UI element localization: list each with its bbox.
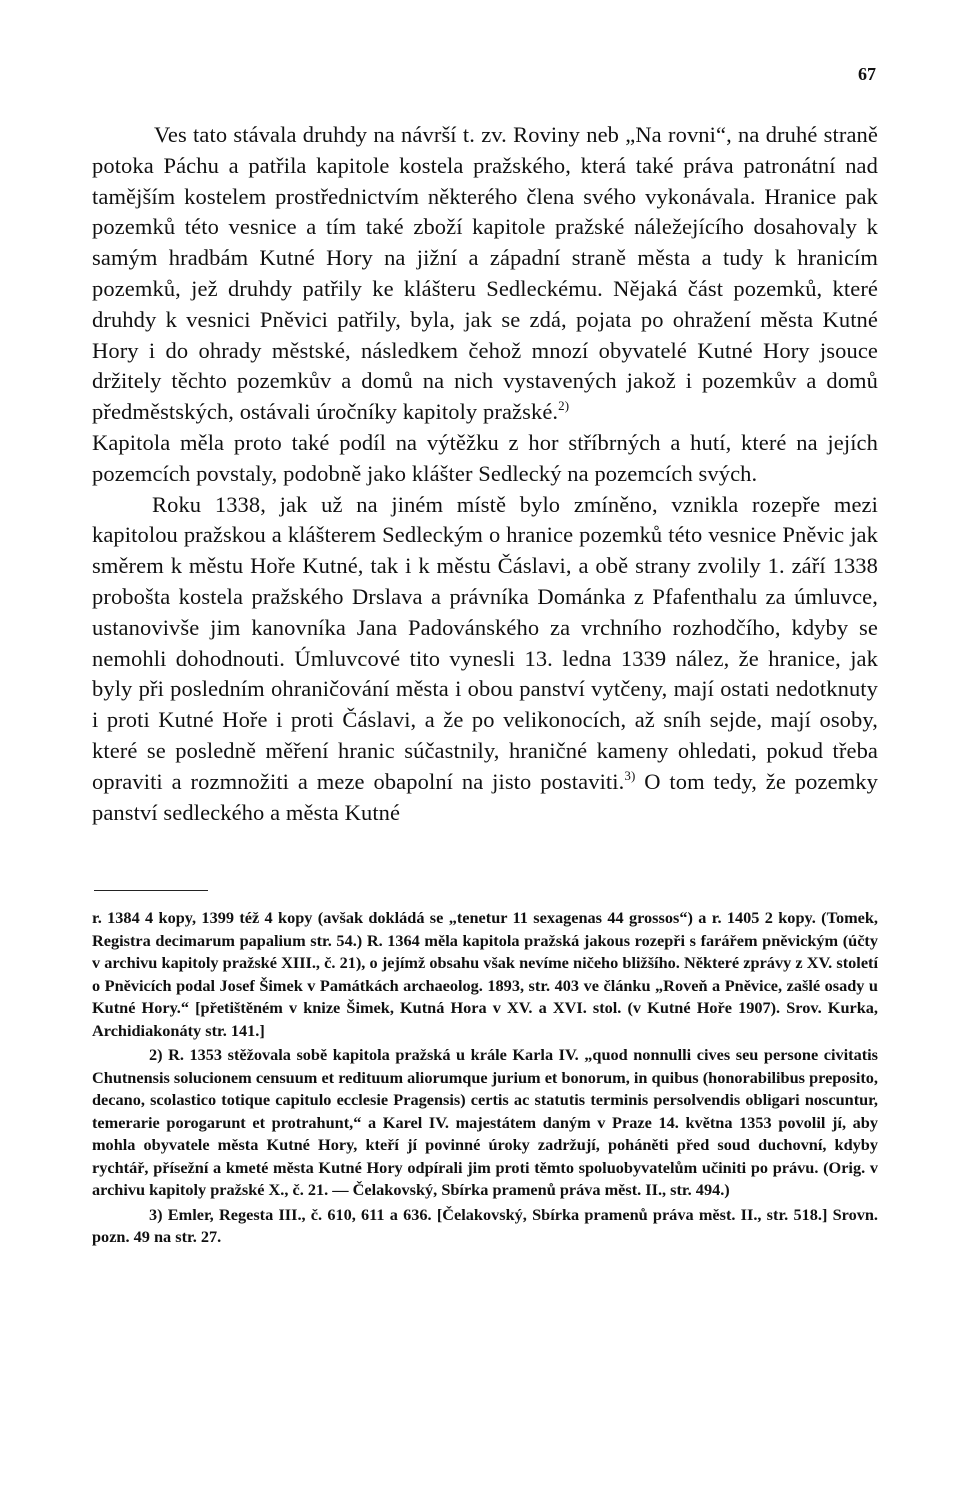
footnote: r. 1384 4 kopy, 1399 též 4 kopy (avšak dokládá se „tenetur 11 sexagenas 44 grossos“) a r. 1405 2 kopy. (Tomek, Registra decimarum papalium str. 54.) R. 1364 měla kapitola pražská jakous rozepři s farářem pněvickým (účty v archivu kapitoly pražské XIII., č. 21), o jejímž obsahu však nevíme ničeho bližšího. Některé zprávy z XV. století o Pněvicích podal Josef Šimek v Památkách archaeolog. 1893, str. 403 ve článku „Roveň a Pněvice, zašlé osady u Kutné Hory.“ [přetištěném v knize Šimek, Kutná Hora v XV. a XVI. stol. (v Kutné Hoře 1907). Srov. Kurka, Archidiakonáty str. 141.] xyxy=(92,908,878,1040)
paragraph xyxy=(92,120,878,428)
paragraph: Kapitola měla proto také podíl na výtěžku z hor stříbrných a hutí, které na jejích pozemcích povstaly, podobně jako klášter Sedlecký na pozemcích svých. xyxy=(92,429,878,486)
paragraph-text: Roku 1338, jak už na jiném místě bylo zmíněno, vznikla rozepře mezi kapitolou pražskou a klášterem Sedleckým o hranice pozemků této vesnice Pněvic jak směrem k městu Hoře Kutné, tak i k městu Čáslavi, a obě strany zvolily 1. září 1338 probošta kostela pražského Drslava a právníka Dománka z Pfafenthalu za úmluvce, ustanovivše jim kanovníka Jana Padovánského za vrchního rozhodčího, kdyby se nemohli dohodnouti. Úmluvcové tito vynesli 13. ledna 1339 nález, že hranice, jak byly při posledním ohraničování města i obou panství vytčeny, mají ostati nedotknuty i proti Kutné Hoře i proti Čáslavi, a že po velikonocích, až sníh sejde, mají osoby, které se posledně měření hranic súčastnily, hraničné kameny ohledati, pokud třeba opraviti a rozmnožiti a meze obapolní na jisto postaviti. xyxy=(92,491,878,794)
footnote: 3) Emler, Regesta III., č. 610, 611 a 636. [Čelakovský, Sbírka pramenů práva měst. II., str. 518.] Srovn. pozn. 49 na str. 27. xyxy=(92,1204,878,1246)
footnote: 2) R. 1353 stěžovala sobě kapitola pražská u krále Karla IV. „quod nonnulli cives seu persone civitatis Chutnensis solucionem censuum et redituum aliorumque jurium et bonorum, in quibus (honorabilibus preposito, decano, scolastico totique capitulo ecclesie Pragensis) certis ac statutis terminis persolvendis obligari noscuntur, temerarie porogarunt et protrahunt,“ a Karel IV. majestátem daným v Praze 14. května 1353 povolil jí, aby mohla obyvatele města Kutné Hory, kteří jí povinné úroky zadržují, poháněti před soud duchovní, kdyby rychtář, přísežní a kmeté města Kutné Hory odpírali jim proti těmto spoluobyvatelům učiniti po právu. (Orig. v archivu kapitoly pražské X., č. 21. — Čelakovský, Sbírka pramenů práva měst. II., str. 494.) xyxy=(92,1045,878,1199)
body-text xyxy=(92,120,878,828)
paragraph-text: Ves tato stávala druhdy na návrší t. zv. Roviny neb „Na rovni“, na druhé straně potoka Páchu a patřila kapitole kostela pražského, která také práva patronátní nad tamějším kostelem prostřednictvím některého člena svého vykonávala. Hranice pak pozemků této vesnice a tím také zboží kapitole pražské náležejícího dosahovaly k samým hradbám Kutné Hory na jižní a západní straně města a tudy k hranicím pozemků, jež druhdy patřily ke klášteru Sedleckému. Nějaká část pozemků, které druhdy k vesnici Pněvici patřily, byla, jak se zdá, pojata po ohražení města Kutné Hory i do ohrady městské, následkem čehož mnozí obyvatelé Kutné Hory jsouce držitely těchto pozemkův a domů na nich vystavených jakož i pozemkův a domů předměstských, ostávali úročníky kapitoly pražské. xyxy=(92,122,878,425)
footnotes xyxy=(92,907,878,1249)
page-number: 67 xyxy=(858,64,876,84)
paragraph-text: O tom tedy, že pozemky panství sedleckého a města Kutné xyxy=(92,768,878,825)
footnote-marker: 2) xyxy=(558,398,570,414)
paragraph xyxy=(92,490,878,829)
footnote-marker: 3) xyxy=(624,767,636,783)
footnote-separator xyxy=(94,890,208,891)
